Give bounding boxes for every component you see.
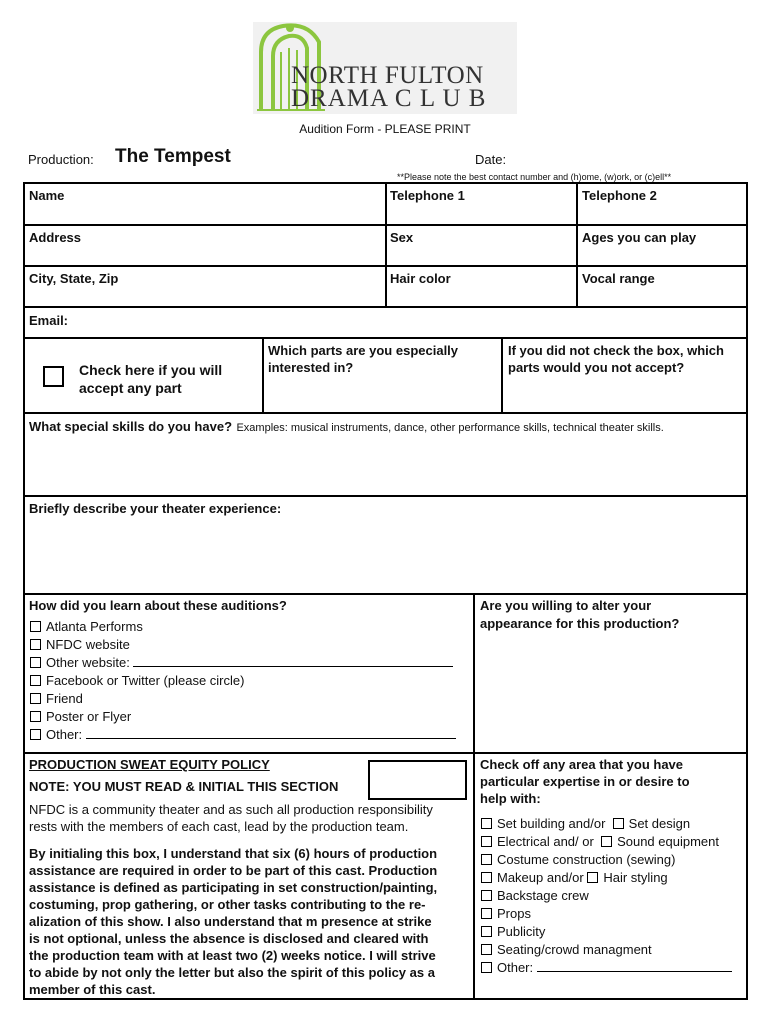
expertise-line-3: help with:	[480, 791, 541, 806]
expertise-option[interactable]: Makeup and/or Hair styling	[481, 869, 732, 887]
checkbox-icon[interactable]	[481, 890, 492, 901]
learn-option[interactable]: Friend	[30, 690, 456, 708]
accept-any-part-line-1: Check here if you will	[79, 362, 223, 378]
checkbox-icon[interactable]	[481, 854, 492, 865]
experience-label: Briefly describe your theater experience:	[29, 501, 282, 516]
expertise-option[interactable]: Set building and/or Set design	[481, 815, 732, 833]
checkbox-icon[interactable]	[481, 818, 492, 829]
parts-divider-2	[501, 337, 503, 414]
checkbox-icon[interactable]	[587, 872, 598, 883]
expertise-other-line[interactable]	[537, 971, 732, 972]
checkbox-icon[interactable]	[613, 818, 624, 829]
club-logo	[253, 22, 517, 114]
name-label: Name	[29, 188, 65, 203]
rule-experience	[23, 593, 748, 595]
policy-title: PRODUCTION SWEAT EQUITY POLICY	[29, 757, 270, 772]
col-divider-2	[576, 182, 578, 308]
email-label: Email:	[29, 313, 69, 328]
production-label: Production:	[28, 152, 94, 167]
policy-body	[29, 845, 437, 998]
policy-body-line: to abide by not only the letter but also the spirit of this policy as a	[29, 965, 435, 980]
expertise-option[interactable]: Props	[481, 905, 732, 923]
other-line[interactable]	[86, 738, 456, 739]
policy-intro	[29, 801, 433, 835]
accept-any-part-checkbox[interactable]	[43, 366, 64, 387]
interested-parts-line-1: Which parts are you especially	[268, 343, 459, 358]
learn-options	[30, 618, 456, 744]
parts-divider-1	[262, 337, 264, 414]
accept-any-part-line-2: accept any part	[79, 380, 182, 396]
learn-option[interactable]: Facebook or Twitter (please circle)	[30, 672, 456, 690]
checkbox-icon[interactable]	[30, 693, 41, 704]
learn-option[interactable]: Other website:	[30, 654, 456, 672]
checkbox-icon[interactable]	[481, 872, 492, 883]
skills-prompt	[29, 418, 664, 436]
production-value: The Tempest	[115, 146, 231, 167]
checkbox-icon[interactable]	[481, 962, 492, 973]
expertise-line-2: particular expertise in or desire to	[480, 774, 690, 789]
checkbox-icon[interactable]	[30, 711, 41, 722]
checkbox-icon[interactable]	[481, 836, 492, 847]
rule-bottom	[23, 998, 748, 1000]
rule-parts	[23, 412, 748, 414]
appearance-line-1: Are you willing to alter your	[480, 598, 652, 613]
initial-box[interactable]	[368, 760, 467, 800]
checkbox-icon[interactable]	[30, 621, 41, 632]
policy-body-line: By initialing this box, I understand that six (6) hours of production	[29, 846, 438, 861]
vocal-label: Vocal range	[582, 271, 655, 286]
lower-divider	[473, 593, 475, 1000]
other-website-line[interactable]	[133, 666, 453, 667]
learn-option[interactable]: Poster or Flyer	[30, 708, 456, 726]
ages-label: Ages you can play	[582, 230, 697, 245]
learn-option[interactable]: Other:	[30, 726, 456, 744]
checkbox-icon[interactable]	[30, 675, 41, 686]
telephone-1-label: Telephone 1	[390, 188, 465, 203]
checkbox-icon[interactable]	[481, 944, 492, 955]
expertise-option[interactable]: Electrical and/ or Sound equipment	[481, 833, 732, 851]
address-label: Address	[29, 230, 82, 245]
appearance-line-2: appearance for this production?	[480, 616, 680, 631]
expertise-option[interactable]: Backstage crew	[481, 887, 732, 905]
border-left	[23, 182, 25, 1000]
expertise-options	[481, 815, 732, 977]
hair-label: Hair color	[390, 271, 451, 286]
checkbox-icon[interactable]	[30, 639, 41, 650]
checkbox-icon[interactable]	[30, 657, 41, 668]
interested-parts-line-2: interested in?	[268, 360, 354, 375]
rule-skills	[23, 495, 748, 497]
policy-intro-line: rests with the members of each cast, lead by the production team.	[29, 819, 409, 834]
policy-body-line: the production team with at least two (2) weeks notice. I will strive	[29, 948, 436, 963]
logo-line-2: DRAMA C L U B	[291, 85, 487, 112]
not-accept-parts-line-1: If you did not check the box, which	[508, 343, 724, 358]
learn-option[interactable]: Atlanta Performs	[30, 618, 456, 636]
logo-line-1: NORTH FULTON	[291, 62, 484, 89]
border-right	[746, 182, 748, 1000]
learn-option[interactable]: NFDC website	[30, 636, 456, 654]
city-label: City, State, Zip	[29, 271, 119, 286]
learn-label: How did you learn about these auditions?	[29, 598, 287, 613]
expertise-option[interactable]: Seating/crowd managment	[481, 941, 732, 959]
form-title: Audition Form - PLEASE PRINT	[299, 122, 471, 136]
expertise-option[interactable]: Other:	[481, 959, 732, 977]
skills-examples: Examples: musical instruments, dance, other performance skills, technical theater skills.	[236, 422, 664, 434]
rule-learn	[23, 752, 748, 754]
skills-label: What special skills do you have?	[29, 419, 233, 434]
policy-body-line: assistance is defined as participating in set construction/painting,	[29, 880, 438, 895]
checkbox-icon[interactable]	[30, 729, 41, 740]
col-divider-1	[385, 182, 387, 308]
policy-note: NOTE: YOU MUST READ & INITIAL THIS SECTION	[29, 779, 339, 794]
expertise-line-1: Check off any area that you have	[480, 757, 684, 772]
policy-body-line: alization of this show. I also understand that m presence at strike	[29, 914, 432, 929]
checkbox-icon[interactable]	[601, 836, 612, 847]
policy-body-line: costuming, prop gathering, or other tasks contributing to the re-	[29, 897, 426, 912]
telephone-2-label: Telephone 2	[582, 188, 657, 203]
policy-intro-line: NFDC is a community theater and as such all production responsibility	[29, 802, 433, 817]
expertise-option[interactable]: Publicity	[481, 923, 732, 941]
policy-body-line: is not optional, unless the absence is disclosed and cleared with	[29, 931, 429, 946]
policy-body-line: assistance are required in order to be part of this cast. Production	[29, 863, 438, 878]
checkbox-icon[interactable]	[481, 926, 492, 937]
not-accept-parts-line-2: parts would you not accept?	[508, 360, 685, 375]
policy-body-line: member of this cast.	[29, 982, 156, 997]
checkbox-icon[interactable]	[481, 908, 492, 919]
expertise-option[interactable]: Costume construction (sewing)	[481, 851, 732, 869]
date-label: Date:	[475, 152, 507, 167]
contact-note: **Please note the best contact number and (h)ome, (w)ork, or (c)ell**	[397, 172, 672, 182]
sex-label: Sex	[390, 230, 414, 245]
rule-email	[23, 337, 748, 339]
